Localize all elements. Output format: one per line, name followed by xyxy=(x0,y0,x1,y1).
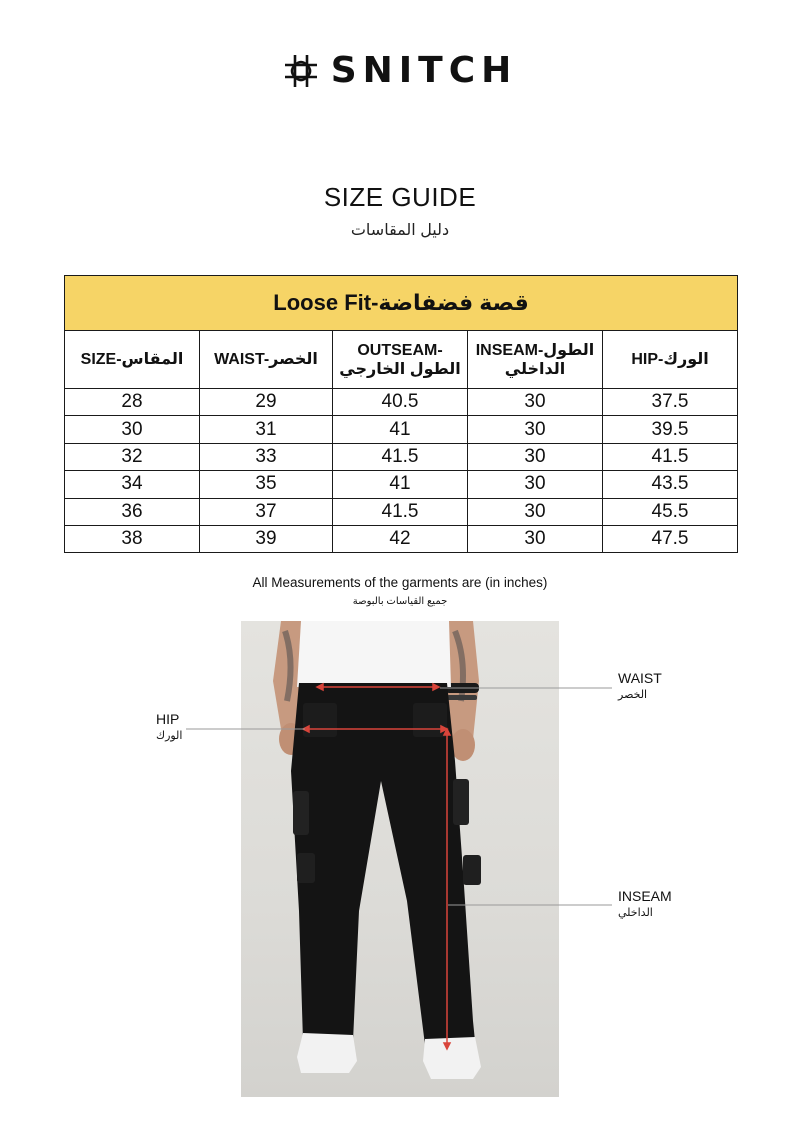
table-cell: 30 xyxy=(468,416,603,443)
table-cell: 39.5 xyxy=(603,416,738,443)
table-cell: 41.5 xyxy=(603,443,738,470)
column-header xyxy=(65,331,200,389)
brand-logo xyxy=(0,50,800,91)
table-cell: 34 xyxy=(65,471,200,498)
table-cell: 41 xyxy=(333,416,468,443)
table-cell: 36 xyxy=(65,498,200,525)
size-chart-table xyxy=(64,275,738,553)
table-row xyxy=(65,498,738,525)
column-header-line: الداخلي xyxy=(504,360,566,378)
table-cell: 38 xyxy=(65,525,200,552)
table-cell: 31 xyxy=(200,416,333,443)
table-cell: 30 xyxy=(468,389,603,416)
table-cell: 42 xyxy=(333,525,468,552)
column-header xyxy=(200,331,333,389)
column-header-line: الطول الخارجي xyxy=(339,360,461,378)
measurement-note: All Measurements of the garments are (in inches) xyxy=(252,575,548,590)
inseam-label xyxy=(618,888,672,919)
table-cell: 43.5 xyxy=(603,471,738,498)
waist-label xyxy=(618,670,662,701)
model-photo xyxy=(241,621,559,1097)
brand-name: SNITCH xyxy=(330,50,518,91)
table-cell: 33 xyxy=(200,443,333,470)
table-cell: 37.5 xyxy=(603,389,738,416)
table-cell: 30 xyxy=(468,498,603,525)
column-header xyxy=(468,331,603,389)
page-title: SIZE GUIDE xyxy=(323,182,477,212)
cargo-pants-illustration xyxy=(241,621,559,1097)
column-header-line: HIP-الورك xyxy=(631,351,709,368)
table-cell: 32 xyxy=(65,443,200,470)
table-cell: 39 xyxy=(200,525,333,552)
waist-label-en: WAIST xyxy=(618,670,662,686)
column-header xyxy=(603,331,738,389)
hip-label-en: HIP xyxy=(156,711,180,727)
table-row xyxy=(65,389,738,416)
waist-label-ar: الخصر xyxy=(618,689,648,701)
table-cell: 28 xyxy=(65,389,200,416)
column-header-line: INSEAM-الطول xyxy=(475,341,595,359)
table-cell: 41 xyxy=(333,471,468,498)
page-subtitle: دليل المقاسات xyxy=(350,222,450,239)
fit-header-row xyxy=(65,276,738,331)
inseam-label-ar: الداخلي xyxy=(618,907,653,919)
table-cell: 40.5 xyxy=(333,389,468,416)
inseam-label-en: INSEAM xyxy=(618,888,672,904)
column-header xyxy=(333,331,468,389)
table-cell: 30 xyxy=(468,471,603,498)
column-header-line: OUTSEAM- xyxy=(357,341,443,359)
table-cell: 41.5 xyxy=(333,443,468,470)
table-cell: 29 xyxy=(200,389,333,416)
table-row xyxy=(65,416,738,443)
hip-label xyxy=(156,711,182,742)
table-cell: 37 xyxy=(200,498,333,525)
column-header-line: SIZE-المقاس xyxy=(80,351,184,368)
hip-label-ar: الورك xyxy=(156,730,183,742)
fit-title: Loose Fit-قصة فضفاضة xyxy=(65,276,738,331)
column-header-row xyxy=(65,331,738,389)
table-cell: 30 xyxy=(468,525,603,552)
measurement-note-arabic: جميع القياسات بالبوصة xyxy=(352,596,448,607)
table-cell: 47.5 xyxy=(603,525,738,552)
table-cell: 30 xyxy=(65,416,200,443)
table-cell: 45.5 xyxy=(603,498,738,525)
column-header-line: WAIST-الخصر xyxy=(214,351,318,368)
table-row xyxy=(65,443,738,470)
table-row xyxy=(65,525,738,552)
table-row xyxy=(65,471,738,498)
hash-grid-logo-icon xyxy=(283,53,319,89)
size-table-body xyxy=(65,389,738,553)
table-cell: 41.5 xyxy=(333,498,468,525)
table-cell: 35 xyxy=(200,471,333,498)
table-cell: 30 xyxy=(468,443,603,470)
